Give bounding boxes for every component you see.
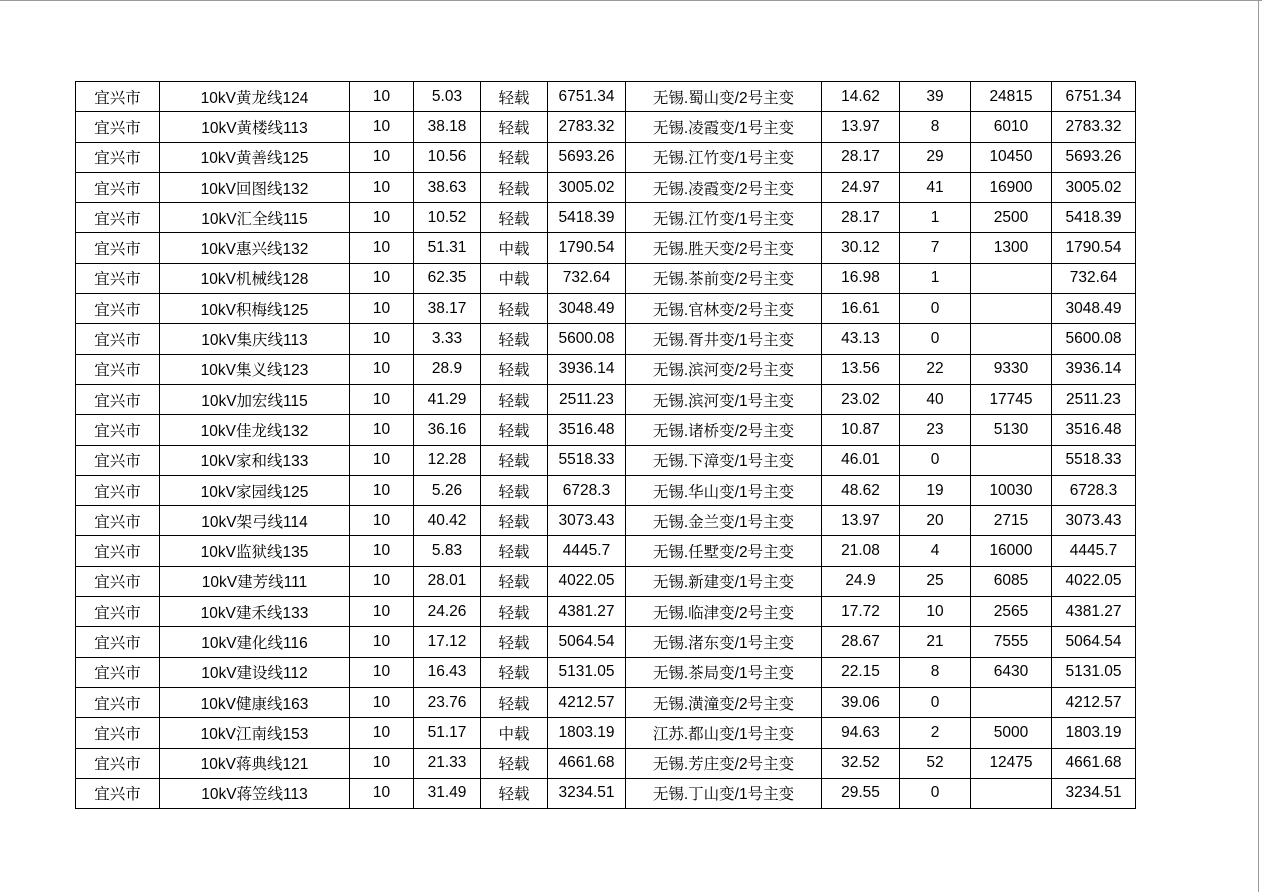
load-rate-cell: 23.76 <box>414 687 481 717</box>
substation-transformer-cell: 无锡.茶前变/2号主变 <box>626 263 822 293</box>
transformer-load-rate-cell: 43.13 <box>822 324 900 354</box>
substation-transformer-cell: 无锡.滨河变/2号主变 <box>626 354 822 384</box>
transformer-load-rate-cell: 13.97 <box>822 506 900 536</box>
user-capacity-cell: 10030 <box>971 475 1052 505</box>
user-count-cell: 21 <box>900 627 971 657</box>
substation-transformer-cell: 江苏.都山变/1号主变 <box>626 718 822 748</box>
user-count-cell: 52 <box>900 748 971 778</box>
user-capacity-cell <box>971 294 1052 324</box>
transformer-load-rate-cell: 14.62 <box>822 82 900 112</box>
substation-transformer-cell: 无锡.凌霞变/1号主变 <box>626 112 822 142</box>
transformer-load-rate-cell: 23.02 <box>822 384 900 414</box>
user-capacity-cell: 16000 <box>971 536 1052 566</box>
transformer-load-rate-cell: 94.63 <box>822 718 900 748</box>
table-row <box>76 233 1136 263</box>
line-name-cell: 10kV机械线128 <box>160 263 350 293</box>
load-status-cell: 中载 <box>481 718 548 748</box>
user-capacity-cell: 2565 <box>971 597 1052 627</box>
available-capacity-cell: 6751.34 <box>548 82 626 112</box>
line-name-cell: 10kV汇全线115 <box>160 203 350 233</box>
load-status-cell: 轻载 <box>481 112 548 142</box>
load-status-cell: 轻载 <box>481 657 548 687</box>
line-name-cell: 10kV加宏线115 <box>160 384 350 414</box>
load-status-cell: 轻载 <box>481 627 548 657</box>
available-capacity-cell: 1803.19 <box>548 718 626 748</box>
load-status-cell: 轻载 <box>481 778 548 808</box>
city-cell: 宜兴市 <box>76 112 160 142</box>
load-status-cell: 轻载 <box>481 172 548 202</box>
city-cell: 宜兴市 <box>76 203 160 233</box>
table-row <box>76 263 1136 293</box>
table-row <box>76 506 1136 536</box>
user-count-cell: 1 <box>900 263 971 293</box>
available-capacity-cell: 4022.05 <box>548 566 626 596</box>
transformer-load-rate-cell: 16.61 <box>822 294 900 324</box>
transformer-load-rate-cell: 16.98 <box>822 263 900 293</box>
substation-transformer-cell: 无锡.茶局变/1号主变 <box>626 657 822 687</box>
user-count-cell: 8 <box>900 112 971 142</box>
remaining-capacity-cell: 1790.54 <box>1052 233 1136 263</box>
load-rate-cell: 5.26 <box>414 475 481 505</box>
transformer-load-rate-cell: 46.01 <box>822 445 900 475</box>
user-capacity-cell <box>971 263 1052 293</box>
page-top-border <box>0 0 1262 1</box>
load-rate-cell: 36.16 <box>414 415 481 445</box>
load-status-cell: 轻载 <box>481 354 548 384</box>
remaining-capacity-cell: 2511.23 <box>1052 384 1136 414</box>
city-cell: 宜兴市 <box>76 324 160 354</box>
user-capacity-cell: 6085 <box>971 566 1052 596</box>
remaining-capacity-cell: 3073.43 <box>1052 506 1136 536</box>
voltage-cell: 10 <box>350 142 414 172</box>
user-capacity-cell <box>971 445 1052 475</box>
substation-transformer-cell: 无锡.渚东变/1号主变 <box>626 627 822 657</box>
user-count-cell: 23 <box>900 415 971 445</box>
substation-transformer-cell: 无锡.芳庄变/2号主变 <box>626 748 822 778</box>
voltage-cell: 10 <box>350 233 414 263</box>
line-name-cell: 10kV集庆线113 <box>160 324 350 354</box>
remaining-capacity-cell: 732.64 <box>1052 263 1136 293</box>
load-rate-cell: 5.03 <box>414 82 481 112</box>
line-name-cell: 10kV集义线123 <box>160 354 350 384</box>
line-name-cell: 10kV黄楼线113 <box>160 112 350 142</box>
table-row <box>76 354 1136 384</box>
remaining-capacity-cell: 3234.51 <box>1052 778 1136 808</box>
table-row <box>76 415 1136 445</box>
remaining-capacity-cell: 4022.05 <box>1052 566 1136 596</box>
available-capacity-cell: 6728.3 <box>548 475 626 505</box>
user-capacity-cell: 12475 <box>971 748 1052 778</box>
user-capacity-cell <box>971 324 1052 354</box>
table-row <box>76 112 1136 142</box>
voltage-cell: 10 <box>350 384 414 414</box>
line-name-cell: 10kV黄善线125 <box>160 142 350 172</box>
table-row <box>76 627 1136 657</box>
load-rate-cell: 62.35 <box>414 263 481 293</box>
table-row <box>76 718 1136 748</box>
user-capacity-cell: 6430 <box>971 657 1052 687</box>
city-cell: 宜兴市 <box>76 233 160 263</box>
load-rate-cell: 51.31 <box>414 233 481 263</box>
voltage-cell: 10 <box>350 294 414 324</box>
transformer-load-rate-cell: 24.9 <box>822 566 900 596</box>
voltage-cell: 10 <box>350 627 414 657</box>
user-count-cell: 4 <box>900 536 971 566</box>
load-status-cell: 轻载 <box>481 294 548 324</box>
table-row <box>76 748 1136 778</box>
city-cell: 宜兴市 <box>76 778 160 808</box>
transformer-load-rate-cell: 30.12 <box>822 233 900 263</box>
load-rate-cell: 16.43 <box>414 657 481 687</box>
table-row <box>76 142 1136 172</box>
available-capacity-cell: 2511.23 <box>548 384 626 414</box>
table-row <box>76 384 1136 414</box>
user-count-cell: 41 <box>900 172 971 202</box>
line-name-cell: 10kV监狱线135 <box>160 536 350 566</box>
remaining-capacity-cell: 5693.26 <box>1052 142 1136 172</box>
load-rate-cell: 5.83 <box>414 536 481 566</box>
load-status-cell: 中载 <box>481 263 548 293</box>
load-status-cell: 轻载 <box>481 566 548 596</box>
voltage-cell: 10 <box>350 82 414 112</box>
substation-transformer-cell: 无锡.蜀山变/2号主变 <box>626 82 822 112</box>
user-count-cell: 0 <box>900 445 971 475</box>
substation-transformer-cell: 无锡.官林变/2号主变 <box>626 294 822 324</box>
available-capacity-cell: 3005.02 <box>548 172 626 202</box>
load-status-cell: 轻载 <box>481 82 548 112</box>
user-count-cell: 1 <box>900 203 971 233</box>
voltage-cell: 10 <box>350 475 414 505</box>
city-cell: 宜兴市 <box>76 687 160 717</box>
substation-transformer-cell: 无锡.凌霞变/2号主变 <box>626 172 822 202</box>
table-row <box>76 82 1136 112</box>
voltage-cell: 10 <box>350 172 414 202</box>
available-capacity-cell: 5131.05 <box>548 657 626 687</box>
city-cell: 宜兴市 <box>76 384 160 414</box>
remaining-capacity-cell: 5418.39 <box>1052 203 1136 233</box>
table-row <box>76 536 1136 566</box>
city-cell: 宜兴市 <box>76 354 160 384</box>
voltage-cell: 10 <box>350 506 414 536</box>
available-capacity-cell: 5064.54 <box>548 627 626 657</box>
city-cell: 宜兴市 <box>76 142 160 172</box>
load-rate-cell: 31.49 <box>414 778 481 808</box>
user-capacity-cell: 2500 <box>971 203 1052 233</box>
user-capacity-cell: 6010 <box>971 112 1052 142</box>
load-rate-cell: 38.17 <box>414 294 481 324</box>
line-name-cell: 10kV黄龙线124 <box>160 82 350 112</box>
city-cell: 宜兴市 <box>76 506 160 536</box>
voltage-cell: 10 <box>350 687 414 717</box>
transformer-load-rate-cell: 29.55 <box>822 778 900 808</box>
load-status-cell: 轻载 <box>481 324 548 354</box>
substation-transformer-cell: 无锡.诸桥变/2号主变 <box>626 415 822 445</box>
available-capacity-cell: 4381.27 <box>548 597 626 627</box>
load-status-cell: 轻载 <box>481 597 548 627</box>
voltage-cell: 10 <box>350 415 414 445</box>
table-row <box>76 597 1136 627</box>
load-rate-cell: 28.01 <box>414 566 481 596</box>
available-capacity-cell: 3516.48 <box>548 415 626 445</box>
load-rate-cell: 40.42 <box>414 506 481 536</box>
available-capacity-cell: 3936.14 <box>548 354 626 384</box>
remaining-capacity-cell: 5131.05 <box>1052 657 1136 687</box>
city-cell: 宜兴市 <box>76 294 160 324</box>
remaining-capacity-cell: 4212.57 <box>1052 687 1136 717</box>
voltage-cell: 10 <box>350 748 414 778</box>
transformer-load-rate-cell: 24.97 <box>822 172 900 202</box>
voltage-cell: 10 <box>350 354 414 384</box>
transformer-load-rate-cell: 28.17 <box>822 203 900 233</box>
user-capacity-cell: 16900 <box>971 172 1052 202</box>
city-cell: 宜兴市 <box>76 263 160 293</box>
city-cell: 宜兴市 <box>76 445 160 475</box>
line-name-cell: 10kV家和线133 <box>160 445 350 475</box>
table-body <box>76 82 1136 809</box>
load-rate-cell: 24.26 <box>414 597 481 627</box>
load-status-cell: 轻载 <box>481 748 548 778</box>
substation-transformer-cell: 无锡.新建变/1号主变 <box>626 566 822 596</box>
remaining-capacity-cell: 3936.14 <box>1052 354 1136 384</box>
voltage-cell: 10 <box>350 657 414 687</box>
voltage-cell: 10 <box>350 597 414 627</box>
user-capacity-cell: 1300 <box>971 233 1052 263</box>
load-status-cell: 轻载 <box>481 506 548 536</box>
user-count-cell: 0 <box>900 324 971 354</box>
available-capacity-cell: 4212.57 <box>548 687 626 717</box>
user-count-cell: 0 <box>900 294 971 324</box>
line-name-cell: 10kV建芳线111 <box>160 566 350 596</box>
city-cell: 宜兴市 <box>76 627 160 657</box>
remaining-capacity-cell: 4661.68 <box>1052 748 1136 778</box>
load-rate-cell: 12.28 <box>414 445 481 475</box>
available-capacity-cell: 5693.26 <box>548 142 626 172</box>
voltage-cell: 10 <box>350 718 414 748</box>
user-count-cell: 2 <box>900 718 971 748</box>
substation-transformer-cell: 无锡.胜天变/2号主变 <box>626 233 822 263</box>
user-capacity-cell: 9330 <box>971 354 1052 384</box>
line-name-cell: 10kV蒋典线121 <box>160 748 350 778</box>
voltage-cell: 10 <box>350 324 414 354</box>
user-count-cell: 10 <box>900 597 971 627</box>
user-capacity-cell: 5000 <box>971 718 1052 748</box>
table-row <box>76 657 1136 687</box>
load-status-cell: 轻载 <box>481 445 548 475</box>
substation-transformer-cell: 无锡.金兰变/1号主变 <box>626 506 822 536</box>
voltage-cell: 10 <box>350 263 414 293</box>
user-count-cell: 29 <box>900 142 971 172</box>
load-rate-cell: 3.33 <box>414 324 481 354</box>
substation-transformer-cell: 无锡.临津变/2号主变 <box>626 597 822 627</box>
transformer-load-rate-cell: 39.06 <box>822 687 900 717</box>
remaining-capacity-cell: 5064.54 <box>1052 627 1136 657</box>
remaining-capacity-cell: 6728.3 <box>1052 475 1136 505</box>
voltage-cell: 10 <box>350 536 414 566</box>
table-row <box>76 172 1136 202</box>
available-capacity-cell: 5600.08 <box>548 324 626 354</box>
voltage-cell: 10 <box>350 112 414 142</box>
city-cell: 宜兴市 <box>76 415 160 445</box>
load-rate-cell: 38.63 <box>414 172 481 202</box>
user-capacity-cell: 24815 <box>971 82 1052 112</box>
user-count-cell: 0 <box>900 778 971 808</box>
available-capacity-cell: 732.64 <box>548 263 626 293</box>
city-cell: 宜兴市 <box>76 748 160 778</box>
load-status-cell: 轻载 <box>481 687 548 717</box>
transformer-load-rate-cell: 28.67 <box>822 627 900 657</box>
load-status-cell: 轻载 <box>481 142 548 172</box>
city-cell: 宜兴市 <box>76 475 160 505</box>
load-status-cell: 中载 <box>481 233 548 263</box>
user-count-cell: 0 <box>900 687 971 717</box>
load-rate-cell: 38.18 <box>414 112 481 142</box>
line-name-cell: 10kV建禾线133 <box>160 597 350 627</box>
city-cell: 宜兴市 <box>76 597 160 627</box>
line-name-cell: 10kV蒋笠线113 <box>160 778 350 808</box>
line-name-cell: 10kV江南线153 <box>160 718 350 748</box>
user-capacity-cell: 17745 <box>971 384 1052 414</box>
user-count-cell: 22 <box>900 354 971 384</box>
feeder-load-table <box>75 81 1136 809</box>
voltage-cell: 10 <box>350 566 414 596</box>
user-count-cell: 39 <box>900 82 971 112</box>
transformer-load-rate-cell: 17.72 <box>822 597 900 627</box>
remaining-capacity-cell: 5600.08 <box>1052 324 1136 354</box>
page-right-border <box>1258 0 1259 892</box>
line-name-cell: 10kV健康线163 <box>160 687 350 717</box>
line-name-cell: 10kV回图线132 <box>160 172 350 202</box>
city-cell: 宜兴市 <box>76 82 160 112</box>
user-capacity-cell: 2715 <box>971 506 1052 536</box>
table-row <box>76 475 1136 505</box>
table-row <box>76 687 1136 717</box>
load-status-cell: 轻载 <box>481 475 548 505</box>
available-capacity-cell: 2783.32 <box>548 112 626 142</box>
available-capacity-cell: 5518.33 <box>548 445 626 475</box>
table-row <box>76 445 1136 475</box>
load-rate-cell: 10.52 <box>414 203 481 233</box>
remaining-capacity-cell: 3048.49 <box>1052 294 1136 324</box>
user-capacity-cell <box>971 687 1052 717</box>
line-name-cell: 10kV架弓线114 <box>160 506 350 536</box>
load-status-cell: 轻载 <box>481 203 548 233</box>
load-rate-cell: 28.9 <box>414 354 481 384</box>
transformer-load-rate-cell: 10.87 <box>822 415 900 445</box>
city-cell: 宜兴市 <box>76 566 160 596</box>
user-count-cell: 20 <box>900 506 971 536</box>
remaining-capacity-cell: 4445.7 <box>1052 536 1136 566</box>
available-capacity-cell: 4661.68 <box>548 748 626 778</box>
load-rate-cell: 21.33 <box>414 748 481 778</box>
table-row <box>76 566 1136 596</box>
line-name-cell: 10kV惠兴线132 <box>160 233 350 263</box>
substation-transformer-cell: 无锡.胥井变/1号主变 <box>626 324 822 354</box>
table-row <box>76 324 1136 354</box>
voltage-cell: 10 <box>350 203 414 233</box>
city-cell: 宜兴市 <box>76 536 160 566</box>
available-capacity-cell: 4445.7 <box>548 536 626 566</box>
load-rate-cell: 51.17 <box>414 718 481 748</box>
line-name-cell: 10kV建设线112 <box>160 657 350 687</box>
substation-transformer-cell: 无锡.丁山变/1号主变 <box>626 778 822 808</box>
substation-transformer-cell: 无锡.江竹变/1号主变 <box>626 203 822 233</box>
substation-transformer-cell: 无锡.滨河变/1号主变 <box>626 384 822 414</box>
line-name-cell: 10kV佳龙线132 <box>160 415 350 445</box>
city-cell: 宜兴市 <box>76 718 160 748</box>
transformer-load-rate-cell: 13.97 <box>822 112 900 142</box>
transformer-load-rate-cell: 32.52 <box>822 748 900 778</box>
remaining-capacity-cell: 5518.33 <box>1052 445 1136 475</box>
available-capacity-cell: 5418.39 <box>548 203 626 233</box>
user-count-cell: 7 <box>900 233 971 263</box>
substation-transformer-cell: 无锡.华山变/1号主变 <box>626 475 822 505</box>
load-status-cell: 轻载 <box>481 384 548 414</box>
user-capacity-cell <box>971 778 1052 808</box>
available-capacity-cell: 3073.43 <box>548 506 626 536</box>
transformer-load-rate-cell: 22.15 <box>822 657 900 687</box>
user-count-cell: 8 <box>900 657 971 687</box>
substation-transformer-cell: 无锡.江竹变/1号主变 <box>626 142 822 172</box>
load-rate-cell: 41.29 <box>414 384 481 414</box>
user-capacity-cell: 7555 <box>971 627 1052 657</box>
remaining-capacity-cell: 1803.19 <box>1052 718 1136 748</box>
table-row <box>76 778 1136 808</box>
remaining-capacity-cell: 3516.48 <box>1052 415 1136 445</box>
table-row <box>76 294 1136 324</box>
user-capacity-cell: 10450 <box>971 142 1052 172</box>
load-rate-cell: 10.56 <box>414 142 481 172</box>
load-status-cell: 轻载 <box>481 415 548 445</box>
remaining-capacity-cell: 6751.34 <box>1052 82 1136 112</box>
city-cell: 宜兴市 <box>76 172 160 202</box>
available-capacity-cell: 3234.51 <box>548 778 626 808</box>
transformer-load-rate-cell: 28.17 <box>822 142 900 172</box>
substation-transformer-cell: 无锡.潢潼变/2号主变 <box>626 687 822 717</box>
substation-transformer-cell: 无锡.任墅变/2号主变 <box>626 536 822 566</box>
line-name-cell: 10kV家园线125 <box>160 475 350 505</box>
user-count-cell: 19 <box>900 475 971 505</box>
substation-transformer-cell: 无锡.下漳变/1号主变 <box>626 445 822 475</box>
transformer-load-rate-cell: 21.08 <box>822 536 900 566</box>
voltage-cell: 10 <box>350 445 414 475</box>
transformer-load-rate-cell: 13.56 <box>822 354 900 384</box>
available-capacity-cell: 1790.54 <box>548 233 626 263</box>
available-capacity-cell: 3048.49 <box>548 294 626 324</box>
load-status-cell: 轻载 <box>481 536 548 566</box>
user-capacity-cell: 5130 <box>971 415 1052 445</box>
line-name-cell: 10kV积梅线125 <box>160 294 350 324</box>
city-cell: 宜兴市 <box>76 657 160 687</box>
remaining-capacity-cell: 2783.32 <box>1052 112 1136 142</box>
remaining-capacity-cell: 3005.02 <box>1052 172 1136 202</box>
load-rate-cell: 17.12 <box>414 627 481 657</box>
user-count-cell: 25 <box>900 566 971 596</box>
transformer-load-rate-cell: 48.62 <box>822 475 900 505</box>
user-count-cell: 40 <box>900 384 971 414</box>
remaining-capacity-cell: 4381.27 <box>1052 597 1136 627</box>
line-name-cell: 10kV建化线116 <box>160 627 350 657</box>
voltage-cell: 10 <box>350 778 414 808</box>
table-row <box>76 203 1136 233</box>
